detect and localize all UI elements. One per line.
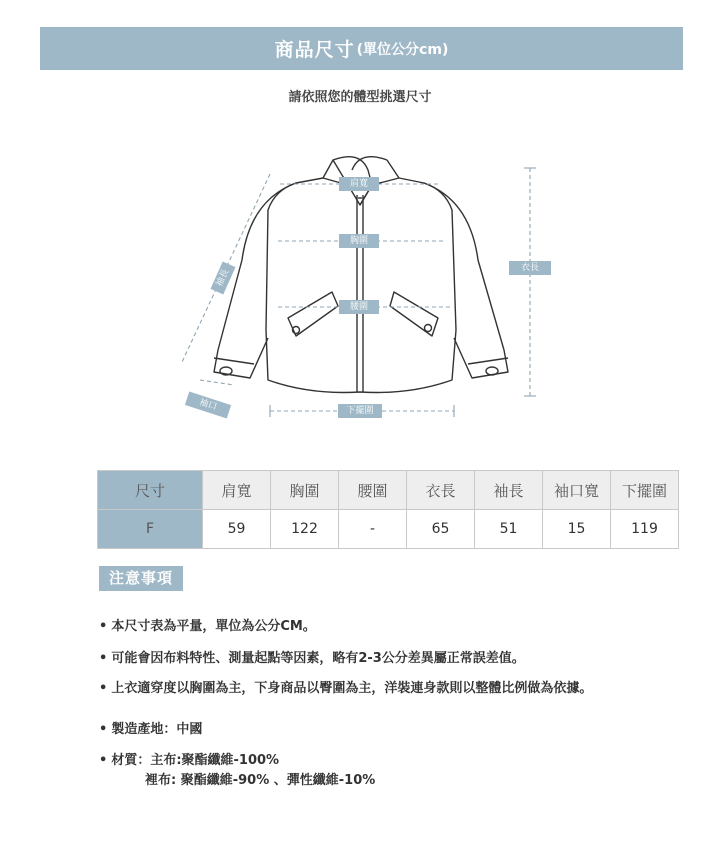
label-chest: 胸圍 (339, 234, 379, 248)
notice-text: 可能會因布料特性、測量起點等因素，略有2-3公分差異屬正常誤差值。 (111, 651, 525, 666)
bullet: • (99, 619, 108, 634)
table-header-cell: 袖口寬 (543, 471, 611, 510)
table-cell: 122 (271, 510, 339, 549)
label-hem: 下擺圍 (338, 404, 382, 418)
table-cell: - (339, 510, 407, 549)
jacket-body (266, 178, 456, 393)
page-header (40, 27, 683, 70)
table-header-cell: 下擺圍 (611, 471, 679, 510)
table-cell: 59 (203, 510, 271, 549)
notice-item (99, 615, 316, 634)
header-unit: (單位公分cm) (356, 41, 449, 58)
bullet: • (99, 651, 108, 666)
table-header-cell: 袖長 (475, 471, 543, 510)
right-sleeve (424, 183, 508, 378)
table-cell: 51 (475, 510, 543, 549)
jacket-diagram (0, 110, 720, 440)
notice-text: 材質：主布:聚酯纖維-100% (111, 753, 280, 768)
table-cell: 65 (407, 510, 475, 549)
size-table (97, 470, 679, 549)
table-header-cell: 衣長 (407, 471, 475, 510)
table-header-cell: 腰圍 (339, 471, 407, 510)
label-cuff: 袖口 (185, 392, 231, 419)
table-header-cell: 胸圍 (271, 471, 339, 510)
table-cell: 119 (611, 510, 679, 549)
bullet: • (99, 753, 108, 768)
bullet: • (99, 681, 108, 696)
table-header-cell: 尺寸 (98, 471, 203, 510)
notice-item (99, 677, 592, 696)
notice-title: 注意事項 (99, 566, 183, 591)
table-cell: F (98, 510, 203, 549)
left-pocket (288, 292, 338, 336)
label-shoulder: 肩寬 (339, 177, 379, 191)
header-title: 商品尺寸 (274, 39, 355, 61)
table-row (98, 510, 679, 549)
table-cell: 15 (543, 510, 611, 549)
notice-text: 本尺寸表為平量，單位為公分CM。 (111, 619, 316, 634)
bullet: • (99, 722, 108, 737)
label-sleeve: 袖長 (211, 261, 236, 294)
subtitle: 請依照您的體型挑選尺寸 (288, 90, 432, 105)
label-waist: 腰圍 (339, 300, 379, 314)
notice-text: 上衣適穿度以胸圍為主，下身商品以臀圍為主，洋裝連身款則以整體比例做為依據。 (111, 681, 593, 696)
label-length: 衣長 (509, 261, 551, 275)
notice-item (99, 647, 525, 666)
notice-item (99, 718, 202, 737)
notice-item (99, 749, 279, 768)
notice-text: 製造產地：中國 (111, 722, 203, 737)
notice-item-continued: 裡布: 聚酯纖維-90% 、彈性纖維-10% (145, 773, 376, 788)
table-header-cell: 肩寬 (203, 471, 271, 510)
table-header-row (98, 471, 679, 510)
